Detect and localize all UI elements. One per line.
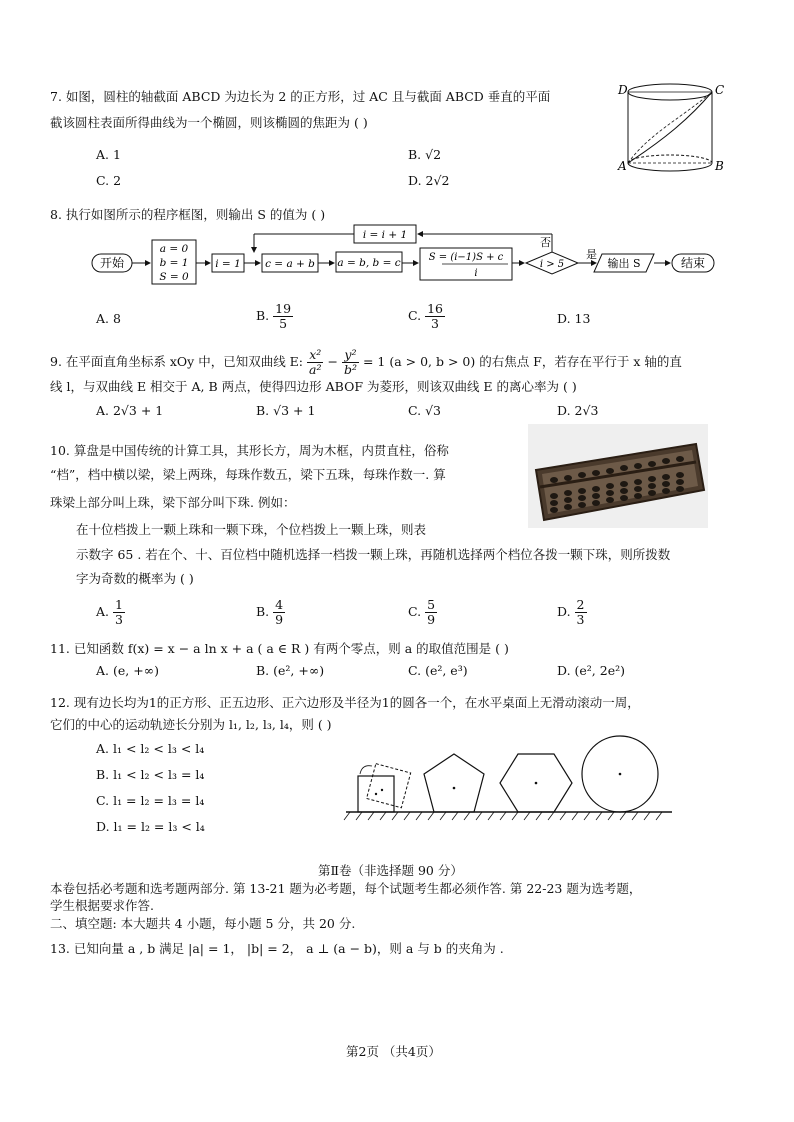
- q10-stem-line1: 10. 算盘是中国传统的计算工具，其形长方，周为木框，内贯直柱，俗称: [50, 443, 449, 458]
- q11-option-b: B. (e², +∞): [256, 663, 325, 678]
- q7-stem-line2: 截该圆柱表面所得曲线为一个椭圆，则该椭圆的焦距为 ( ): [50, 115, 368, 130]
- q10-option-d-den: 3: [576, 612, 585, 627]
- q12-shapes-figure: [344, 736, 674, 826]
- q7-stem-line1: 7. 如图，圆柱的轴截面 ABCD 为边长为 2 的正方形，过 AC 且与截面 ABCD 垂直的平面: [50, 89, 551, 104]
- flow-no-label: 否: [540, 236, 551, 249]
- q10-option-a-den: 3: [115, 612, 123, 627]
- q8-stem: 8. 执行如图所示的程序框图，则输出 S 的值为 ( ): [50, 207, 326, 222]
- q11-option-c: C. (e², e³): [408, 663, 468, 678]
- flow-s-formula: S = (i−1)S + c: [428, 252, 504, 263]
- q9-option-b: B. √3 + 1: [256, 403, 316, 418]
- q9-option-c: C. √3: [408, 403, 441, 418]
- q7-label-c: C: [715, 83, 725, 97]
- q8-flowchart: [88, 222, 728, 288]
- q10-option-b-label: B.: [256, 604, 270, 619]
- q9-option-d: D. 2√3: [557, 403, 599, 418]
- q8-option-b-den: 5: [279, 316, 288, 331]
- q13-stem: 13. 已知向量 a , b 满足 |a| = 1， |b| = 2， a ⊥ (a − b)，则 a 与 b 的夹角为 .: [50, 941, 504, 956]
- flow-init-b: b = 1: [159, 257, 189, 269]
- q10-option-a: [96, 598, 125, 627]
- q12-stem-line1: 12. 现有边长均为1的正方形、正五边形、正六边形及半径为1的圆各一个，在水平桌面上无滑动滚动一周，: [50, 695, 640, 710]
- q10-option-a-label: A.: [96, 604, 110, 619]
- q9-y2: y²: [342, 348, 359, 363]
- q7-option-d: D. 2√2: [408, 173, 450, 188]
- flow-condition: i > 5: [539, 259, 565, 270]
- flow-start-label: 开始: [99, 256, 125, 270]
- q8-option-d: D. 13: [557, 311, 591, 326]
- q7-option-c: C. 2: [96, 173, 122, 188]
- q10-option-b-num: 4: [275, 597, 284, 612]
- q9-stem-part1: 9. 在平面直角坐标系 xOy 中，已知双曲线 E:: [50, 354, 304, 369]
- q9-stem-line1: 9. 在平面直角坐标系 xOy 中，已知双曲线 E: $\frac{\text{x²}}{\text{a²}}$ − $\frac{\text{y²}}{\text{b²}}$ = 1 (a > 0, b > 0) 的右焦点 F，若存在平行于 x 轴的直: [50, 347, 682, 377]
- q10-stem-line3: 珠梁上部分叫上珠，梁下部分叫下珠. 例如：: [50, 495, 296, 510]
- q10-option-c: [408, 598, 437, 627]
- q11-stem: 11. 已知函数 f(x) = x − a ln x + a ( a ∈ R ) 有两个零点，则 a 的取值范围是 ( ): [50, 641, 509, 656]
- part2-desc-line2: 学生根据要求作答.: [50, 898, 154, 913]
- q12-option-a: A. l₁ < l₂ < l₃ < l₄: [96, 741, 205, 756]
- q9-stem-part2: (a > 0, b > 0) 的右焦点 F，若存在平行于 x 轴的直: [389, 354, 682, 369]
- q10-stem-line2: “档”，档中横以梁，梁上两珠，每珠作数五，梁下五珠，每珠作数一. 算: [50, 467, 446, 482]
- flow-output: 输出 S: [607, 257, 641, 270]
- q8-option-a: A. 8: [96, 311, 121, 326]
- part2-title: 第Ⅱ卷（非选择题 90 分）: [318, 863, 463, 878]
- q10-stem-line4: 在十位档拨上一颗上珠和一颗下珠，个位档拨上一颗上珠，则表: [76, 522, 427, 537]
- q7-label-a: A: [618, 159, 627, 173]
- q9-x2: x²: [307, 348, 323, 363]
- abacus-photo: [528, 424, 708, 528]
- q7-label-b: B: [715, 159, 724, 173]
- q10-option-d-num: 2: [576, 597, 585, 612]
- q10-option-b: [256, 598, 285, 627]
- q10-option-c-num: 5: [427, 597, 436, 612]
- flow-assign: a = b, b = c: [337, 257, 401, 269]
- q7-option-b: B. √2: [408, 147, 442, 162]
- q10-stem-line6: 字为奇数的概率为 ( ): [76, 571, 194, 586]
- q8-option-c-label: C.: [408, 308, 422, 323]
- page-footer: 第2页 （共4页）: [346, 1044, 441, 1059]
- q9-stem-line2: 线 l，与双曲线 E 相交于 A, B 两点，使得四边形 ABOF 为菱形，则该双曲线 E 的离心率为 ( ): [50, 379, 577, 394]
- q10-option-c-label: C.: [408, 604, 422, 619]
- flow-i1: i = 1: [215, 258, 241, 270]
- q10-option-a-num: 1: [115, 597, 123, 612]
- flow-init-a: a = 0: [159, 243, 189, 255]
- q12-option-c: C. l₁ = l₂ = l₃ = l₄: [96, 793, 205, 808]
- flow-init-s: S = 0: [159, 271, 189, 283]
- q12-stem-line2: 它们的中心的运动轨迹长分别为 l₁, l₂, l₃, l₄，则 ( ): [50, 717, 332, 732]
- q10-stem-line5: 示数字 65 . 若在个、十、百位档中随机选择一档拨一颗上珠，再随机选择两个档位各拨一颗下珠，则所拨数: [76, 547, 671, 562]
- q10-option-d: [557, 598, 587, 627]
- part2-section-heading: 二、填空题: 本大题共 4 小题，每小题 5 分，共 20 分.: [50, 916, 356, 931]
- q11-option-a: A. (e, +∞): [96, 663, 159, 678]
- q10-option-b-den: 9: [275, 612, 284, 627]
- q8-option-c-den: 3: [431, 316, 439, 331]
- q8-option-c-num: 16: [427, 301, 443, 316]
- q8-option-b: [256, 302, 293, 331]
- flow-loop-inc: i = i + 1: [362, 229, 408, 241]
- q11-option-d: D. (e², 2e²): [557, 663, 625, 678]
- q9-a2: a²: [309, 362, 322, 377]
- q12-option-d: D. l₁ = l₂ = l₃ < l₄: [96, 819, 205, 834]
- q10-option-d-label: D.: [557, 604, 571, 619]
- flow-c-eq: c = a + b: [265, 258, 315, 270]
- q7-option-a: A. 1: [96, 147, 121, 162]
- q9-option-a: A. 2√3 + 1: [96, 403, 164, 418]
- flow-yes-label: 是: [586, 248, 597, 261]
- q8-option-b-label: B.: [256, 308, 270, 323]
- q12-option-b: B. l₁ < l₂ < l₃ = l₄: [96, 767, 205, 782]
- part2-desc-line1: 本卷包括必考题和选考题两部分. 第 13-21 题为必考题，每个试题考生都必须作答. 第 22-23 题为选考题，: [50, 881, 642, 896]
- q8-option-b-num: 19: [275, 301, 292, 316]
- q9-eq1: = 1: [362, 354, 386, 369]
- flow-s-den: i: [474, 268, 478, 279]
- q9-b2: b²: [343, 362, 357, 377]
- flow-end-label: 结束: [680, 256, 706, 270]
- q7-label-d: D: [618, 83, 628, 97]
- q10-option-c-den: 9: [427, 612, 436, 627]
- q7-cylinder-figure: [618, 80, 728, 180]
- q8-option-c: [408, 302, 445, 331]
